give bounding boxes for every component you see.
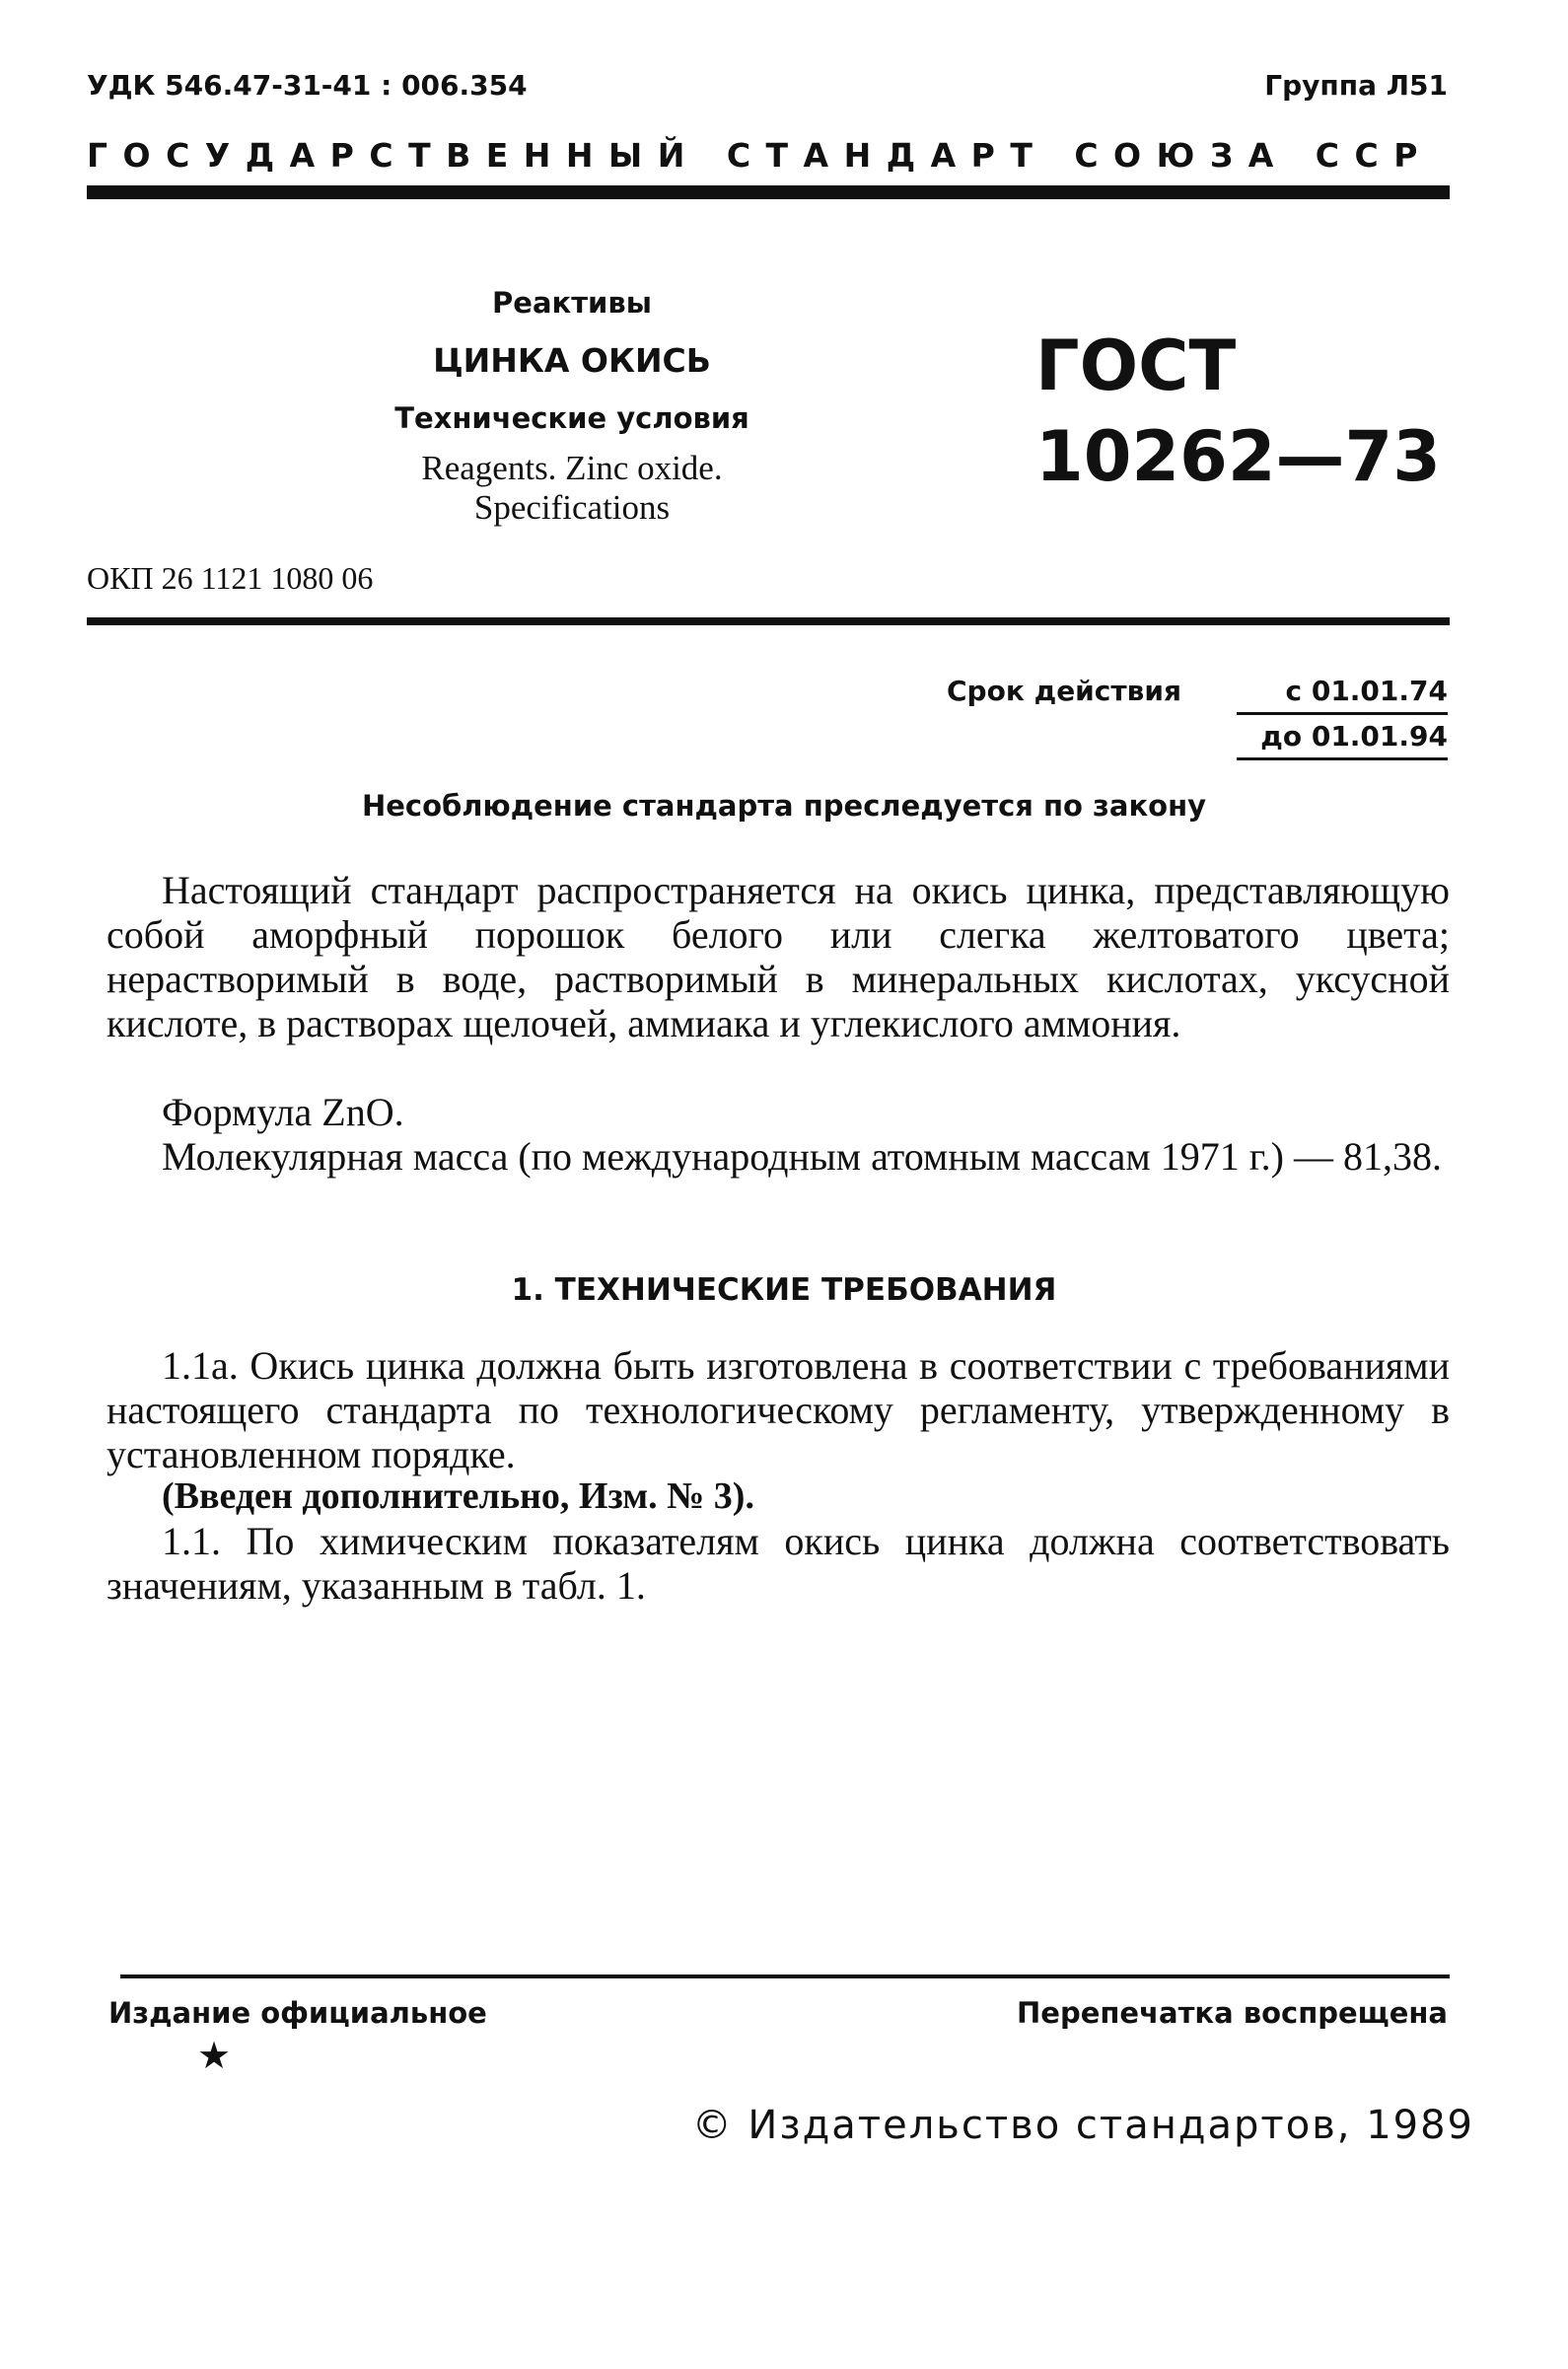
section-title: 1. ТЕХНИЧЕСКИЕ ТРЕБОВАНИЯ bbox=[511, 1272, 1057, 1308]
state-standard-header: ГОСУДАРСТВЕННЫЙ СТАНДАРТ СОЮЗА ССР bbox=[87, 136, 1433, 175]
footer-rule bbox=[120, 1974, 1450, 1978]
title-name: ЦИНКА ОКИСЬ bbox=[433, 341, 711, 380]
title-subtitle: Технические условия bbox=[394, 401, 749, 435]
validity-label: Срок действия bbox=[947, 675, 1181, 707]
gost-number: 10262—73 bbox=[1035, 416, 1441, 497]
intro-paragraph: Настоящий стандарт распространяется на окись цинка, представляющую собой аморфный порошок белого или слегка желтоватого цвета; нерастворимый в воде, растворимый в минеральных кислотах, уксусной кислоте, в растворах щелочей, аммиака и углекислого аммония. bbox=[107, 868, 1450, 1045]
star-icon: ★ bbox=[197, 2034, 232, 2077]
udk-code: УДК 546.47-31-41 : 006.354 bbox=[87, 69, 528, 102]
validity-to: до 01.01.94 bbox=[1260, 720, 1448, 753]
validity-divider bbox=[1237, 712, 1448, 715]
reprint-prohibited-label: Перепечатка воспрещена bbox=[1017, 1996, 1448, 2030]
title-english-line2: Specifications bbox=[473, 488, 671, 527]
title-block bbox=[335, 286, 809, 528]
gost-label: ГОСТ bbox=[1035, 325, 1237, 406]
title-reagents: Реактивы bbox=[492, 286, 652, 320]
gost-designation bbox=[1035, 321, 1450, 502]
validity-underline bbox=[1237, 757, 1448, 760]
okp-code: ОКП 26 1121 1080 06 bbox=[87, 560, 374, 596]
validity-from: с 01.01.74 bbox=[1285, 675, 1448, 707]
formula-line: Формула ZnO. bbox=[162, 1090, 404, 1134]
clause-1-1a: 1.1a. Окись цинка должна быть изготовлена в соответствии с требованиями настоящего стандарта по технологическому регламенту, утвержденному в установленном порядке. bbox=[107, 1343, 1450, 1476]
top-rule bbox=[87, 185, 1450, 199]
amendment-note: (Введен дополнительно, Изм. № 3). bbox=[162, 1475, 754, 1517]
publisher-copyright: © Издательство стандартов, 1989 bbox=[691, 2103, 1474, 2148]
group-code: Группа Л51 bbox=[1264, 69, 1448, 102]
title-english-line1: Reagents. Zinc oxide. bbox=[421, 449, 723, 487]
title-english bbox=[335, 449, 809, 528]
clause-1-1: 1.1. По химическим показателям окись цинка должна соответствовать значениям, указанным в табл. 1. bbox=[107, 1519, 1450, 1608]
middle-rule bbox=[87, 617, 1450, 625]
molecular-mass-paragraph: Молекулярная масса (по международным атомным массам 1971 г.) — 81,38. bbox=[162, 1134, 1442, 1179]
law-notice: Несоблюдение стандарта преследуется по закону bbox=[361, 789, 1207, 823]
official-edition-label: Издание официальное bbox=[108, 1996, 487, 2030]
